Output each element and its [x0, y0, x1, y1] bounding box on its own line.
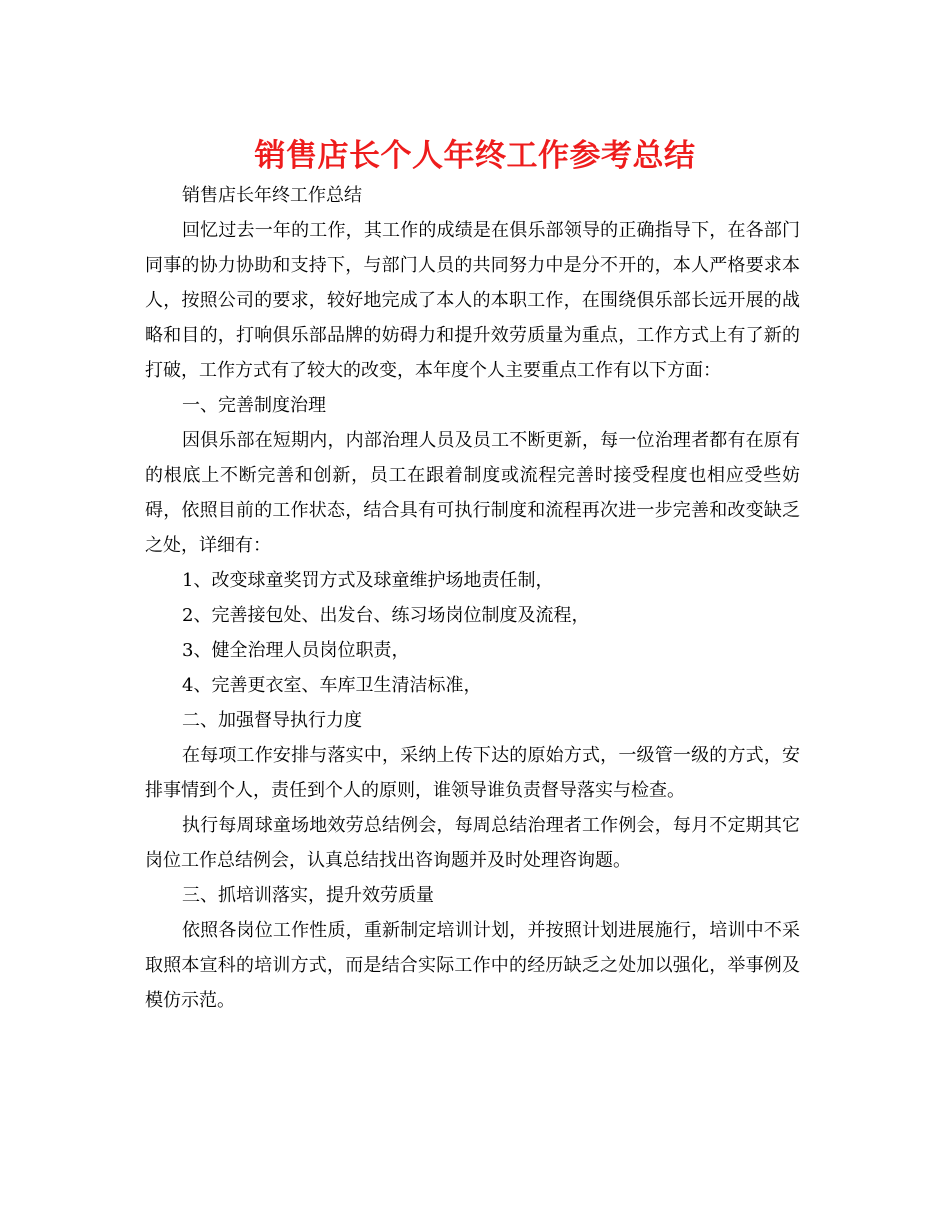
list-item: 4、完善更衣室、车库卫生清洁标准， — [182, 675, 482, 696]
list-item: 3、健全治理人员岗位职责， — [182, 640, 410, 661]
section-heading: 一、完善制度治理 — [182, 395, 326, 416]
body-paragraph: 执行每周球童场地效劳总结例会，每周总结治理者工作例会，每月不定期其它岗位工作总结例会，认真总结找出咨询题并及时处理咨询题。 — [145, 815, 800, 871]
list-item: 1、改变球童奖罚方式及球童维护场地责任制， — [182, 570, 554, 591]
document-title: 销售店长个人年终工作参考总结 — [254, 138, 696, 174]
body-paragraph: 在每项工作安排与落实中，采纳上传下达的原始方式，一级管一级的方式，安排事情到个人，责任到个人的原则，谁领导谁负责督导落实与检查。 — [145, 745, 800, 801]
document-body — [145, 178, 800, 1018]
section-heading: 二、加强督导执行力度 — [182, 710, 362, 731]
body-paragraph: 依照各岗位工作性质，重新制定培训计划，并按照计划进展施行，培训中不采取照本宣科的培训方式，而是结合实际工作中的经历缺乏之处加以强化，举事例及模仿示范。 — [145, 920, 800, 1011]
subtitle-paragraph: 销售店长年终工作总结 — [182, 185, 362, 206]
list-item: 2、完善接包处、出发台、练习场岗位制度及流程， — [182, 605, 590, 626]
section-heading: 三、抓培训落实，提升效劳质量 — [182, 885, 434, 906]
body-paragraph: 回忆过去一年的工作，其工作的成绩是在俱乐部领导的正确指导下，在各部门同事的协力协助和支持下，与部门人员的共同努力中是分不开的，本人严格要求本人，按照公司的要求，较好地完成了本人的本职工作，在围绕俱乐部长远开展的战略和目的，打响俱乐部品牌的妨碍力和提升效劳质量为重点，工作方式上有了新的打破，工作方式有了较大的改变，本年度个人主要重点工作有以下方面： — [145, 220, 800, 381]
body-paragraph: 因俱乐部在短期内，内部治理人员及员工不断更新，每一位治理者都有在原有的根底上不断完善和创新，员工在跟着制度或流程完善时接受程度也相应受些妨碍，依照目前的工作状态，结合具有可执行制度和流程再次进一步完善和改变缺乏之处，详细有： — [145, 430, 800, 556]
